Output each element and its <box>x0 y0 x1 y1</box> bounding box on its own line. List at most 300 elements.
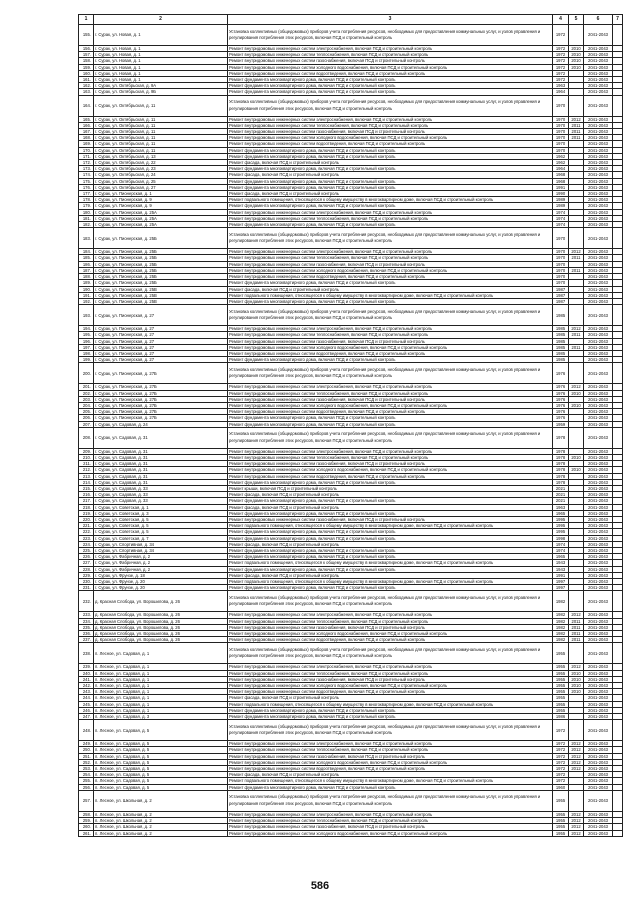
row-number: 242. <box>79 683 94 689</box>
row-number: 170. <box>79 147 94 153</box>
row-number: 216. <box>79 492 94 498</box>
row-work-type: Ремонт внутридомовых инженерных систем газоснабжения, включая ПСД и строительный контроль <box>228 261 553 267</box>
row-build-year: 1970 <box>553 116 569 122</box>
row-planned-period: 2041-2043 <box>584 77 613 83</box>
header-col-4: 4 <box>553 15 569 25</box>
row-work-type: Ремонт фундамента многоквартирного дома, включая ПСД и строительный контроль <box>228 548 553 554</box>
row-build-year: 1982 <box>553 637 569 643</box>
row-planned-period: 2041-2043 <box>584 701 613 707</box>
header-col-5: 5 <box>569 15 584 25</box>
row-build-year: 1985 <box>553 350 569 356</box>
row-address: г. Сурак, ул. Октябрьская, д. 27 <box>94 184 228 190</box>
document-page <box>78 14 622 837</box>
row-planned-period: 2041-2043 <box>584 390 613 396</box>
row-address: г. Сурак, ул. Садовая, д. 33 <box>94 498 228 504</box>
row-planned-period: 2041-2043 <box>584 305 613 326</box>
row-build-year: 1978 <box>553 427 569 448</box>
row-planned-period: 2041-2043 <box>584 566 613 572</box>
row-work-type: Ремонт внутридомовых инженерных систем теплоснабжения, включая ПСД и строительный контроль <box>228 122 553 128</box>
row-address: г. Сурак, ул. Новая, д. 1 <box>94 25 228 46</box>
row-planned-period: 2041-2043 <box>584 267 613 273</box>
row-planned-period: 2041-2043 <box>584 396 613 402</box>
row-address: г. Сурак, ул. Пионерская, д. 27Б <box>94 415 228 421</box>
row-number: 165. <box>79 116 94 122</box>
row-last-repair-year: 2012 <box>569 664 584 670</box>
row-build-year: 1989 <box>553 203 569 209</box>
row-address: г. Сурак, ул. Октябрьская, д. 11 <box>94 129 228 135</box>
row-number: 156. <box>79 46 94 52</box>
row-address: г. Сурак, ул. Пионерская, д. 25А <box>94 209 228 215</box>
page-number: 586 <box>310 880 330 892</box>
row-number: 256. <box>79 784 94 790</box>
row-work-type: Ремонт внутридомовых инженерных систем электроснабжения, включая ПСД и строительный контроль <box>228 116 553 122</box>
row-build-year: 1970 <box>553 228 569 249</box>
row-work-type: Ремонт фундамента многоквартирного дома, включая ПСД и строительный контроль <box>228 707 553 713</box>
row-build-year: 1972 <box>553 753 569 759</box>
row-last-repair-year: 2011 <box>569 267 584 273</box>
row-build-year: 1972 <box>553 52 569 58</box>
row-number: 201. <box>79 384 94 390</box>
row-address: п. Лесное, ул. Садовая, д. 1 <box>94 695 228 701</box>
row-work-type: Ремонт фундамента многоквартирного дома, включая ПСД и строительный контроль <box>228 498 553 504</box>
row-number: 168. <box>79 135 94 141</box>
row-address: п. Лесное, ул. Школьная, д. 2 <box>94 824 228 830</box>
row-number: 212. <box>79 467 94 473</box>
row-planned-period: 2041-2043 <box>584 344 613 350</box>
row-work-type: Ремонт внутридомовых инженерных систем холодного водоснабжения, включая ПСД и строительный контроль <box>228 135 553 141</box>
row-number: 236. <box>79 631 94 637</box>
row-address: г. Сурак, ул. Садовая, д. 33 <box>94 492 228 498</box>
table-row <box>79 228 623 249</box>
row-planned-period: 2041-2043 <box>584 759 613 765</box>
row-address: г. Сурак, ул. Октябрьская, д. 25 <box>94 178 228 184</box>
row-build-year: 1972 <box>553 77 569 83</box>
row-build-year: 1978 <box>553 448 569 454</box>
row-build-year: 1970 <box>553 95 569 116</box>
row-address: г. Сурак, ул. Октябрьская, д. 24 <box>94 172 228 178</box>
row-planned-period: 2041-2043 <box>584 448 613 454</box>
row-address: г. Сурак, ул. Новая, д. 1 <box>94 77 228 83</box>
row-address: г. Сурак, ул. Пионерская, д. 25Б <box>94 280 228 286</box>
row-planned-period: 2041-2043 <box>584 535 613 541</box>
table-row <box>79 95 623 116</box>
row-number: 163. <box>79 89 94 95</box>
row-work-type: Ремонт внутридомовых инженерных систем электроснабжения, включая ПСД и строительный контроль <box>228 811 553 817</box>
row-number: 233. <box>79 612 94 618</box>
row-build-year: 1955 <box>553 830 569 836</box>
row-work-type: Ремонт внутридомовых инженерных систем теплоснабжения, включая ПСД и строительный контроль <box>228 618 553 624</box>
table-row <box>79 305 623 326</box>
row-planned-period: 2041-2043 <box>584 778 613 784</box>
row-last-repair-year: 2010 <box>569 52 584 58</box>
row-last-repair-year: 2010 <box>569 683 584 689</box>
row-address: д. Красная Слобода, ул. Ворошилова, д. 26 <box>94 624 228 630</box>
row-number: 166. <box>79 122 94 128</box>
row-build-year: 1955 <box>553 824 569 830</box>
row-number: 254. <box>79 772 94 778</box>
row-work-type: Установка коллективных (общедомовых) приборов учета потребления ресурсов, необходимых для предоставления коммунальных услуг, и узлов управления и регулирования потребления этих ресурсов, включая ПСД и строительный контроль <box>228 720 553 741</box>
row-planned-period: 2041-2043 <box>584 298 613 304</box>
row-address: г. Сурак, ул. Фабричная, д. 2 <box>94 554 228 560</box>
row-address: г. Сурак, ул. Советская, д. 1 <box>94 504 228 510</box>
row-build-year: 1960 <box>553 784 569 790</box>
row-number: 187. <box>79 267 94 273</box>
row-build-year: 1976 <box>553 396 569 402</box>
row-number: 164. <box>79 95 94 116</box>
row-work-type: Ремонт внутридомовых инженерных систем холодного водоснабжения, включая ПСД и строительный контроль <box>228 64 553 70</box>
row-address: г. Сурак, ул. Советская, д. 7 <box>94 535 228 541</box>
row-build-year: 1964 <box>553 166 569 172</box>
row-build-year: 1974 <box>553 215 569 221</box>
row-planned-period: 2041-2043 <box>584 572 613 578</box>
row-number: 203. <box>79 396 94 402</box>
row-planned-period: 2041-2043 <box>584 473 613 479</box>
row-number: 158. <box>79 58 94 64</box>
row-address: г. Сурак, ул. Октябрьская, д. 11 <box>94 95 228 116</box>
row-planned-period: 2041-2043 <box>584 618 613 624</box>
row-build-year: 1995 <box>553 523 569 529</box>
row-build-year: 1995 <box>553 529 569 535</box>
row-build-year: 1970 <box>553 135 569 141</box>
row-address: п. Лесное, ул. Садовая, д. 5 <box>94 778 228 784</box>
row-address: г. Сурак, ул. Садовая, д. 24 <box>94 421 228 427</box>
row-address: г. Сурак, ул. Пионерская, д. 25В <box>94 292 228 298</box>
row-last-repair-year: 2012 <box>569 741 584 747</box>
row-work-type: Ремонт внутридомовых инженерных систем водоотведения, включая ПСД и строительный контроль <box>228 473 553 479</box>
row-address: г. Сурак, ул. Октябрьская, д. 23 <box>94 166 228 172</box>
row-work-type: Ремонт внутридомовых инженерных систем теплоснабжения, включая ПСД и строительный контроль <box>228 747 553 753</box>
row-build-year: 1997 <box>553 585 569 591</box>
row-planned-period: 2041-2043 <box>584 160 613 166</box>
table-row <box>79 830 623 836</box>
row-planned-period: 2041-2043 <box>584 485 613 491</box>
row-address: г. Сурак, ул. Фрунзе, д. 20 <box>94 585 228 591</box>
row-build-year: 1970 <box>553 249 569 255</box>
row-work-type: Ремонт внутридомовых инженерных систем водоотведения, включая ПСД и строительный контроль <box>228 141 553 147</box>
row-planned-period: 2041-2043 <box>584 720 613 741</box>
row-planned-period: 2041-2043 <box>584 292 613 298</box>
row-build-year: 1987 <box>553 286 569 292</box>
row-build-year: 1985 <box>553 344 569 350</box>
row-planned-period: 2041-2043 <box>584 332 613 338</box>
row-build-year: 1972 <box>553 70 569 76</box>
row-build-year: 1972 <box>553 25 569 46</box>
row-build-year: 1955 <box>553 811 569 817</box>
row-number: 251. <box>79 753 94 759</box>
row-planned-period: 2041-2043 <box>584 415 613 421</box>
row-number: 257. <box>79 790 94 811</box>
row-planned-period: 2041-2043 <box>584 676 613 682</box>
row-planned-period: 2041-2043 <box>584 70 613 76</box>
row-work-type: Ремонт фасада, включая ПСД и строительный контроль <box>228 286 553 292</box>
row-last-repair-year: 2012 <box>569 753 584 759</box>
row-address: г. Сурак, ул. Пионерская, д. 27Б <box>94 402 228 408</box>
row-last-repair-year: 2010 <box>569 64 584 70</box>
row-planned-period: 2041-2043 <box>584 215 613 221</box>
row-address: г. Сурак, ул. Пионерская, д. 27 <box>94 350 228 356</box>
row-build-year: 1955 <box>553 643 569 664</box>
row-number: 227. <box>79 560 94 566</box>
row-work-type: Ремонт внутридомовых инженерных систем теплоснабжения, включая ПСД и строительный контроль <box>228 215 553 221</box>
row-address: п. Лесное, ул. Садовая, д. 5 <box>94 784 228 790</box>
row-address: г. Сурак, ул. Пионерская, д. 25Б <box>94 249 228 255</box>
row-number: 224. <box>79 541 94 547</box>
row-work-type: Ремонт фундамента многоквартирного дома, включая ПСД и строительный контроль <box>228 479 553 485</box>
row-work-type: Ремонт внутридомовых инженерных систем электроснабжения, включая ПСД и строительный контроль <box>228 326 553 332</box>
row-number: 215. <box>79 485 94 491</box>
row-address: п. Лесное, ул. Садовая, д. 5 <box>94 772 228 778</box>
row-address: г. Сурак, ул. Пионерская, д. 25В <box>94 298 228 304</box>
row-build-year: 1972 <box>553 772 569 778</box>
row-number: 175. <box>79 178 94 184</box>
row-build-year: 1970 <box>553 255 569 261</box>
row-work-type: Ремонт фундамента многоквартирного дома, включая ПСД и строительный контроль <box>228 203 553 209</box>
row-last-repair-year: 2010 <box>569 467 584 473</box>
row-number: 155. <box>79 25 94 46</box>
row-last-repair-year: 2012 <box>569 830 584 836</box>
row-planned-period: 2041-2043 <box>584 286 613 292</box>
row-build-year: 1955 <box>553 818 569 824</box>
row-work-type: Установка коллективных (общедомовых) приборов учета потребления ресурсов, необходимых для предоставления коммунальных услуг, и узлов управления и регулирования потребления этих ресурсов, включая ПСД и строительный контроль <box>228 790 553 811</box>
row-address: г. Сурак, ул. Пионерская, д. 27 <box>94 305 228 326</box>
row-address: г. Сурак, ул. Октябрьская, д. 9Б <box>94 89 228 95</box>
row-last-repair-year: 2010 <box>569 676 584 682</box>
row-last-repair-year: 2012 <box>569 326 584 332</box>
row-work-type: Ремонт внутридомовых инженерных систем теплоснабжения, включая ПСД и строительный контроль <box>228 818 553 824</box>
row-planned-period: 2041-2043 <box>584 135 613 141</box>
row-number: 192. <box>79 298 94 304</box>
row-planned-period: 2041-2043 <box>584 560 613 566</box>
row-planned-period: 2041-2043 <box>584 631 613 637</box>
row-work-type: Ремонт внутридомовых инженерных систем газоснабжения, включая ПСД и строительный контроль <box>228 461 553 467</box>
row-planned-period: 2041-2043 <box>584 116 613 122</box>
row-last-repair-year: 2011 <box>569 618 584 624</box>
row-number: 261. <box>79 830 94 836</box>
row-number: 185. <box>79 255 94 261</box>
row-address: г. Сурак, ул. Спортивная, д. 34 <box>94 541 228 547</box>
row-planned-period: 2041-2043 <box>584 454 613 460</box>
row-planned-period: 2041-2043 <box>584 467 613 473</box>
row-build-year: 1978 <box>553 479 569 485</box>
row-work-type: Ремонт фундамента многоквартирного дома, включая ПСД и строительный контроль <box>228 83 553 89</box>
row-build-year: 1955 <box>553 695 569 701</box>
row-work-type: Ремонт внутридомовых инженерных систем холодного водоснабжения, включая ПСД и строительный контроль <box>228 267 553 273</box>
row-address: г. Сурак, ул. Пионерская, д. 27 <box>94 332 228 338</box>
row-last-repair-year: 2012 <box>569 116 584 122</box>
row-work-type: Ремонт внутридомовых инженерных систем газоснабжения, включая ПСД и строительный контроль <box>228 396 553 402</box>
row-number: 217. <box>79 498 94 504</box>
row-number: 223. <box>79 535 94 541</box>
row-address: г. Сурак, ул. Садовая, д. 31 <box>94 427 228 448</box>
row-build-year: 1982 <box>553 591 569 612</box>
table-row <box>79 720 623 741</box>
row-number: 238. <box>79 643 94 664</box>
row-number: 189. <box>79 280 94 286</box>
row-last-repair-year: 2011 <box>569 344 584 350</box>
row-last-repair-year <box>569 643 584 664</box>
row-planned-period: 2041-2043 <box>584 670 613 676</box>
row-build-year: 1955 <box>553 664 569 670</box>
row-col-7 <box>613 830 623 836</box>
row-last-repair-year: 2012 <box>569 384 584 390</box>
row-build-year: 1976 <box>553 409 569 415</box>
row-number: 193. <box>79 305 94 326</box>
row-address: п. Лесное, ул. Садовая, д. 5 <box>94 741 228 747</box>
row-work-type: Ремонт внутридомовых инженерных систем электроснабжения, включая ПСД и строительный контроль <box>228 612 553 618</box>
row-address: г. Сурак, ул. Пионерская, д. 1 <box>94 191 228 197</box>
row-build-year: 1985 <box>553 357 569 363</box>
row-planned-period: 2041-2043 <box>584 261 613 267</box>
row-address: г. Сурак, ул. Пионерская, д. 27 <box>94 344 228 350</box>
row-planned-period: 2041-2043 <box>584 421 613 427</box>
row-work-type: Ремонт фундамента многоквартирного дома, включая ПСД и строительный контроль <box>228 222 553 228</box>
row-work-type: Ремонт фасада, включая ПСД и строительный контроль <box>228 541 553 547</box>
row-col-7 <box>613 95 623 116</box>
row-build-year: 1972 <box>553 58 569 64</box>
row-number: 197. <box>79 344 94 350</box>
row-work-type: Ремонт внутридомовых инженерных систем теплоснабжения, включая ПСД и строительный контроль <box>228 454 553 460</box>
row-work-type: Установка коллективных (общедомовых) приборов учета потребления ресурсов, необходимых для предоставления коммунальных услуг, и узлов управления и регулирования потребления этих ресурсов, включая ПСД и строительный контроль <box>228 305 553 326</box>
row-last-repair-year: 2010 <box>569 670 584 676</box>
row-planned-period: 2041-2043 <box>584 664 613 670</box>
row-address: п. Лесное, ул. Садовая, д. 1 <box>94 683 228 689</box>
row-build-year: 1970 <box>553 274 569 280</box>
row-address: д. Красная Слобода, ул. Ворошилова, д. 26 <box>94 591 228 612</box>
row-number: 209. <box>79 448 94 454</box>
row-planned-period: 2041-2043 <box>584 166 613 172</box>
row-address: г. Сурак, ул. Фабричная, д. 2 <box>94 566 228 572</box>
row-address: г. Сурак, ул. Советская, д. 5 <box>94 529 228 535</box>
row-number: 161. <box>79 77 94 83</box>
row-number: 195. <box>79 332 94 338</box>
table-row <box>79 25 623 46</box>
row-build-year: 1965 <box>553 510 569 516</box>
row-address: п. Лесное, ул. Садовая, д. 1 <box>94 664 228 670</box>
row-last-repair-year <box>569 228 584 249</box>
row-planned-period: 2041-2043 <box>584 824 613 830</box>
table-row <box>79 591 623 612</box>
row-address: г. Сурак, ул. Пионерская, д. 25Б <box>94 261 228 267</box>
row-address: г. Сурак, ул. Советская, д. 3 <box>94 510 228 516</box>
row-address: г. Сурак, ул. Пионерская, д. 25Б <box>94 255 228 261</box>
row-planned-period: 2041-2043 <box>584 498 613 504</box>
row-build-year: 1972 <box>553 778 569 784</box>
row-address: г. Сурак, ул. Октябрьская, д. 11 <box>94 122 228 128</box>
row-address: г. Сурак, ул. Октябрьская, д. 13 <box>94 153 228 159</box>
row-number: 255. <box>79 778 94 784</box>
row-planned-period: 2041-2043 <box>584 784 613 790</box>
row-build-year: 1962 <box>553 153 569 159</box>
row-number: 191. <box>79 292 94 298</box>
row-number: 240. <box>79 670 94 676</box>
row-planned-period: 2041-2043 <box>584 89 613 95</box>
row-number: 250. <box>79 747 94 753</box>
row-work-type: Ремонт внутридомовых инженерных систем газоснабжения, включая ПСД и строительный контроль <box>228 516 553 522</box>
row-last-repair-year: 2010 <box>569 454 584 460</box>
row-planned-period: 2041-2043 <box>584 83 613 89</box>
row-planned-period: 2041-2043 <box>584 747 613 753</box>
row-build-year: 1998 <box>553 535 569 541</box>
row-planned-period: 2041-2043 <box>584 811 613 817</box>
row-build-year: 1943 <box>553 566 569 572</box>
row-build-year: 1965 <box>553 554 569 560</box>
row-address: п. Лесное, ул. Садовая, д. 1 <box>94 670 228 676</box>
row-address: п. Лесное, ул. Садовая, д. 1 <box>94 689 228 695</box>
header-col-7: 7 <box>613 15 623 25</box>
row-col-7 <box>613 591 623 612</box>
row-address: г. Сурак, ул. Новая, д. 1 <box>94 70 228 76</box>
row-last-repair-year: 2011 <box>569 255 584 261</box>
row-work-type: Ремонт фасада, включая ПСД и строительный контроль <box>228 772 553 778</box>
table-body <box>79 25 623 837</box>
row-work-type: Установка коллективных (общедомовых) приборов учета потребления ресурсов, необходимых для предоставления коммунальных услуг, и узлов управления и регулирования потребления этих ресурсов, включая ПСД и строительный контроль <box>228 363 553 384</box>
row-work-type: Ремонт внутридомовых инженерных систем электроснабжения, включая ПСД и строительный контроль <box>228 384 553 390</box>
row-planned-period: 2041-2043 <box>584 52 613 58</box>
row-build-year: 1970 <box>553 261 569 267</box>
row-work-type: Установка коллективных (общедомовых) приборов учета потребления ресурсов, необходимых для предоставления коммунальных услуг, и узлов управления и регулирования потребления этих ресурсов, включая ПСД и строительный контроль <box>228 591 553 612</box>
row-address: п. Лесное, ул. Садовая, д. 5 <box>94 759 228 765</box>
row-build-year: 1955 <box>553 790 569 811</box>
row-planned-period: 2041-2043 <box>584 280 613 286</box>
row-number: 219. <box>79 510 94 516</box>
row-work-type: Ремонт фасада, включая ПСД и строительный контроль <box>228 191 553 197</box>
row-address: д. Красная Слобода, ул. Ворошилова, д. 26 <box>94 618 228 624</box>
row-address: г. Сурак, ул. Пионерская, д. 25Б <box>94 267 228 273</box>
row-build-year: 1972 <box>553 741 569 747</box>
row-build-year: 1972 <box>553 720 569 741</box>
row-work-type: Ремонт фундамента многоквартирного дома, включая ПСД и строительный контроль <box>228 89 553 95</box>
row-work-type: Ремонт фундамента многоквартирного дома, включая ПСД и строительный контроль <box>228 585 553 591</box>
row-number: 245. <box>79 701 94 707</box>
row-last-repair-year <box>569 305 584 326</box>
row-work-type: Ремонт подвального помещения, относящегося к общему имуществу в многоквартирном доме, включая ПСД и строительный контроль <box>228 197 553 203</box>
row-build-year: 1968 <box>553 172 569 178</box>
row-number: 208. <box>79 427 94 448</box>
row-number: 220. <box>79 516 94 522</box>
row-build-year: 1982 <box>553 612 569 618</box>
row-work-type: Ремонт внутридомовых инженерных систем электроснабжения, включая ПСД и строительный контроль <box>228 209 553 215</box>
row-work-type: Ремонт крыши, включая ПСД и строительный контроль <box>228 485 553 491</box>
row-planned-period: 2041-2043 <box>584 830 613 836</box>
row-last-repair-year: 2012 <box>569 612 584 618</box>
row-work-type: Ремонт фундамента многоквартирного дома, включая ПСД и строительный контроль <box>228 566 553 572</box>
row-work-type: Ремонт фундамента многоквартирного дома, включая ПСД и строительный контроль <box>228 153 553 159</box>
row-address: г. Сурак, ул. Пионерская, д. 27Б <box>94 363 228 384</box>
row-work-type: Ремонт внутридомовых инженерных систем водоотведения, включая ПСД и строительный контроль <box>228 274 553 280</box>
row-build-year: 1987 <box>553 292 569 298</box>
row-planned-period: 2041-2043 <box>584 541 613 547</box>
row-build-year: 1976 <box>553 402 569 408</box>
row-work-type: Ремонт фундамента многоквартирного дома, включая ПСД и строительный контроль <box>228 784 553 790</box>
header-col-6: 6 <box>584 15 613 25</box>
row-number: 171. <box>79 153 94 159</box>
row-address: п. Лесное, ул. Школьная, д. 2 <box>94 818 228 824</box>
row-build-year: 1972 <box>553 759 569 765</box>
row-last-repair-year: 2010 <box>569 58 584 64</box>
row-build-year: 1974 <box>553 222 569 228</box>
row-planned-period: 2041-2043 <box>584 184 613 190</box>
row-number: 258. <box>79 811 94 817</box>
row-address: г. Сурак, ул. Пионерская, д. 25В <box>94 286 228 292</box>
row-number: 252. <box>79 759 94 765</box>
row-planned-period: 2041-2043 <box>584 818 613 824</box>
row-build-year: 1982 <box>553 624 569 630</box>
row-number: 229. <box>79 572 94 578</box>
row-planned-period: 2041-2043 <box>584 350 613 356</box>
row-address: г. Сурак, ул. Спортивная, д. 34 <box>94 548 228 554</box>
row-last-repair-year: 2010 <box>569 390 584 396</box>
row-number: 160. <box>79 70 94 76</box>
